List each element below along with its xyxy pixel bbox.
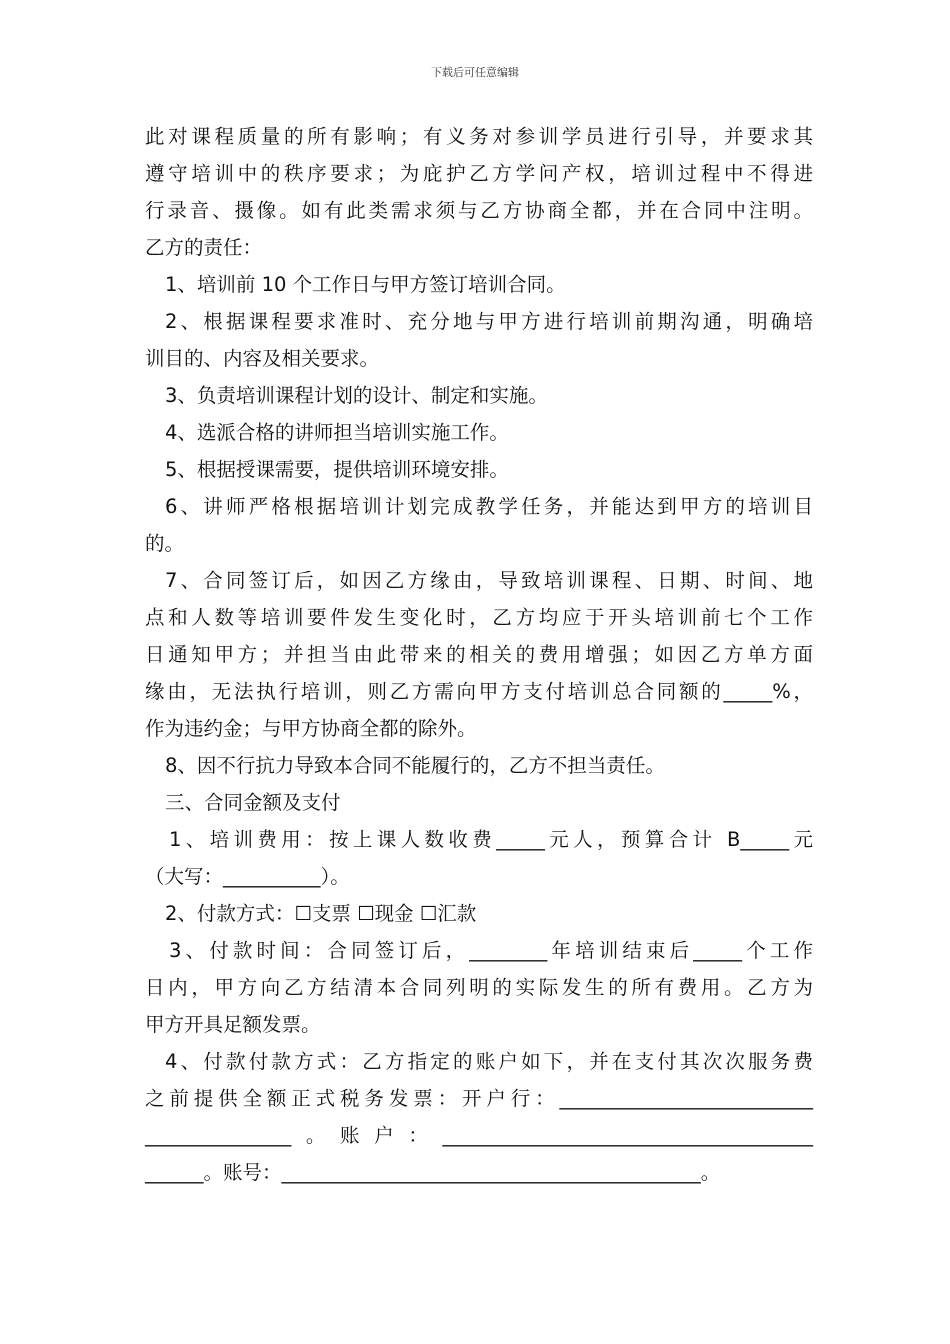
list-item: 2、付款方式：☐支票 ☐现金 ☐汇款 (165, 902, 477, 925)
list-item-continuation: 作为违约金；与甲方协商全都的除外。 (145, 717, 477, 740)
paragraph-line: 行录音、摄像。如有此类需求须与乙方协商全都，并在合同中注明。 (145, 199, 813, 222)
list-item: 8、因不行抗力导致本合同不能履行的，乙方不担当责任。 (165, 754, 665, 777)
list-item: 5、根据授课需要，提供培训环境安排。 (165, 458, 509, 481)
document-body (145, 118, 813, 1191)
list-item-continuation: ______。账号：___________________________________________。 (145, 1161, 721, 1184)
list-item-continuation: 之前提供全额正式税务发票：开户行：__________________________ (145, 1087, 813, 1110)
paragraph-line: 遵守培训中的秩序要求；为庇护乙方学问产权，培训过程中不得进 (145, 162, 813, 185)
list-item: 4、付款付款方式：乙方指定的账户如下，并在支付其次次服务费 (165, 1050, 813, 1073)
list-item-continuation: 日通知甲方；并担当由此带来的相关的费用增强；如因乙方单方面 (145, 643, 813, 666)
list-item-continuation: 甲方开具足额发票。 (145, 1013, 321, 1036)
list-item-continuation: 的。 (145, 532, 185, 555)
paragraph-line: 此对课程质量的所有影响；有义务对参训学员进行引导，并要求其 (145, 125, 813, 148)
list-item: 2、根据课程要求准时、充分地与甲方进行培训前期沟通，明确培 (165, 310, 813, 333)
list-item-continuation: _______________。账户：______________________________________ (145, 1124, 813, 1147)
list-item: 1、培训费用：按上课人数收费_____元人，预算合计 B_____元 (169, 828, 813, 851)
list-item: 4、选派合格的讲师担当培训实施工作。 (165, 421, 509, 444)
list-item: 7、合同签订后，如因乙方缘由，导致培训课程、日期、时间、地 (165, 569, 813, 592)
section-heading: 三、合同金额及支付 (165, 791, 341, 814)
section-heading: 乙方的责任： (145, 236, 263, 259)
list-item: 3、负责培训课程计划的设计、制定和实施。 (165, 384, 548, 407)
list-item: 3、付款时间：合同签订后，________年培训结束后_____个工作 (169, 939, 813, 962)
list-item: 6、讲师严格根据培训计划完成教学任务，并能达到甲方的培训目 (165, 495, 813, 518)
list-item-continuation: 日内，甲方向乙方结清本合同列明的实际发生的所有费用。乙方为 (145, 976, 813, 999)
page-header: 下载后可任意编辑 (431, 66, 519, 79)
list-item-continuation: 训目的、内容及相关要求。 (145, 347, 380, 370)
list-item-continuation: 缘由，无法执行培训，则乙方需向甲方支付培训总合同额的_____%， (145, 680, 813, 703)
list-item-continuation: 点和人数等培训要件发生变化时，乙方均应于开头培训前七个工作 (145, 606, 813, 629)
list-item-continuation: （大写：__________）。 (145, 865, 350, 888)
list-item: 1、培训前 10 个工作日与甲方签订培训合同。 (165, 273, 566, 296)
